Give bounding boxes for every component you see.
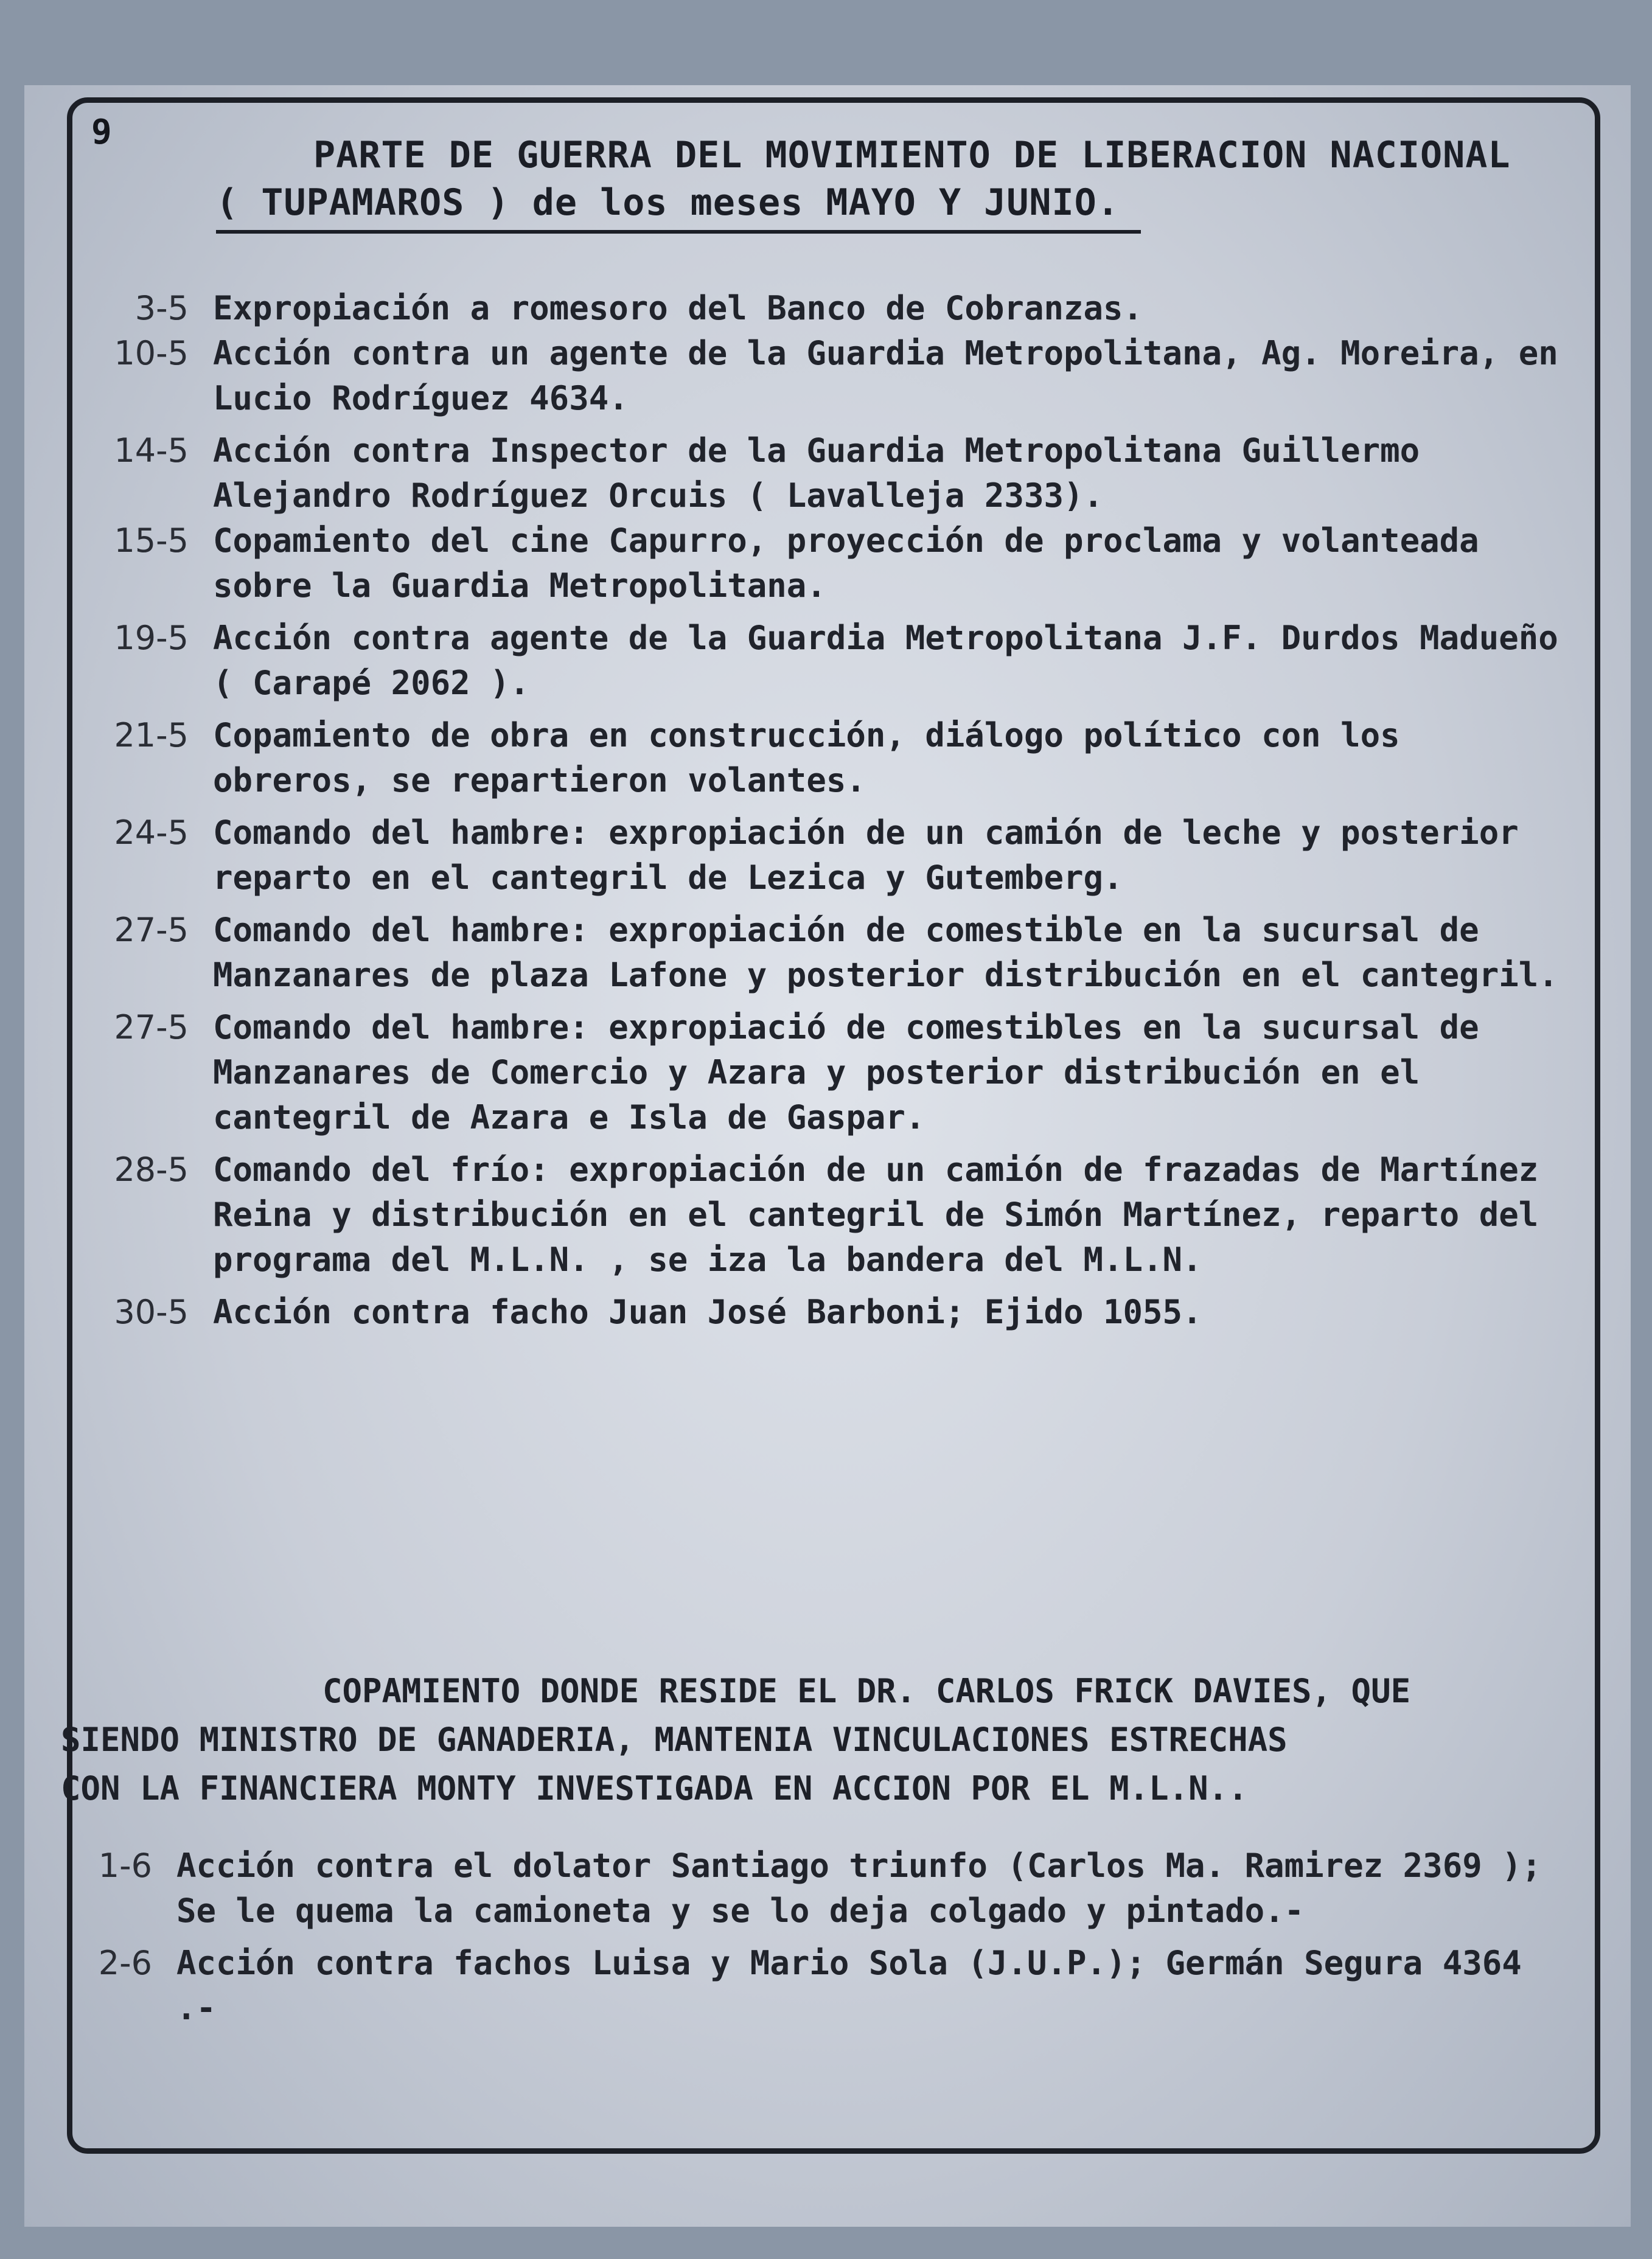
entry-date: 28-5 bbox=[114, 1150, 189, 1189]
entry-date: 10-5 bbox=[114, 334, 189, 372]
entry-date: 21-5 bbox=[114, 716, 189, 754]
title-line-2: ( TUPAMAROS ) de los meses MAYO Y JUNIO. bbox=[216, 181, 1141, 234]
entry-text: Copamiento de obra en construcción, diálogo político con los obreros, se repartieron volantes. bbox=[213, 716, 1400, 799]
page-number: 9 bbox=[91, 113, 112, 152]
entry-text: Comando del hambre: expropiación de comestible en la sucursal de Manzanares de plaza Lafone y posterior distribución en el cantegril. bbox=[213, 911, 1558, 994]
entry-date: 15-5 bbox=[114, 521, 189, 560]
list-item bbox=[73, 1005, 1570, 1140]
notice-line-3: CON LA FINANCIERA MONTY INVESTIGADA EN ACCION POR EL M.L.N.. bbox=[61, 1769, 1248, 1808]
list-item bbox=[73, 810, 1570, 900]
list-item bbox=[73, 713, 1570, 803]
may-entries-list bbox=[73, 286, 1570, 1335]
june-entries-list bbox=[37, 1843, 1558, 2031]
entry-text: Comando del frío: expropiación de un camión de frazadas de Martínez Reina y distribución en el cantegril de Simón Martínez, reparto del programa del M.L.N. , se iza la bandera del M.L.N. bbox=[213, 1150, 1539, 1279]
entry-text: Copamiento del cine Capurro, proyección de proclama y volanteada sobre la Guardia Metropolitana. bbox=[213, 521, 1479, 605]
page-title bbox=[216, 134, 1524, 234]
notice-line-1: COPAMIENTO DONDE RESIDE EL DR. CARLOS FRICK DAVIES, QUE bbox=[322, 1672, 1411, 1710]
list-item bbox=[37, 1843, 1558, 1934]
list-item bbox=[73, 1290, 1570, 1335]
entry-date: 1-6 bbox=[98, 1847, 152, 1885]
entry-date: 14-5 bbox=[114, 431, 189, 470]
list-item bbox=[73, 518, 1570, 608]
list-item bbox=[73, 428, 1570, 518]
entry-text: Expropiación a romesoro del Banco de Cobranzas. bbox=[213, 289, 1143, 327]
entry-date: 2-6 bbox=[98, 1944, 152, 1982]
entry-date: 27-5 bbox=[114, 1008, 189, 1046]
entry-date: 30-5 bbox=[114, 1293, 189, 1331]
entry-date: 27-5 bbox=[114, 911, 189, 949]
entry-date: 19-5 bbox=[114, 619, 189, 657]
entry-text: Acción contra fachos Luisa y Mario Sola (J.U.P.); Germán Segura 4364 .- bbox=[176, 1944, 1522, 2027]
title-line-1: PARTE DE GUERRA DEL MOVIMIENTO DE LIBERACION NACIONAL bbox=[313, 134, 1511, 176]
list-item bbox=[73, 616, 1570, 706]
notice-paragraph bbox=[61, 1667, 1570, 1813]
entry-text: Acción contra el dolator Santiago triunfo (Carlos Ma. Ramirez 2369 ); Se le quema la camioneta y se lo deja colgado y pintado.- bbox=[176, 1847, 1542, 1930]
entry-date: 24-5 bbox=[114, 813, 189, 852]
entry-text: Comando del hambre: expropiación de un camión de leche y posterior reparto en el cantegril de Lezica y Gutemberg. bbox=[213, 813, 1519, 897]
entry-text: Acción contra facho Juan José Barboni; Ejido 1055. bbox=[213, 1293, 1202, 1331]
list-item bbox=[73, 331, 1570, 421]
list-item bbox=[73, 286, 1570, 331]
entry-text: Acción contra un agente de la Guardia Metropolitana, Ag. Moreira, en Lucio Rodríguez 4634. bbox=[213, 334, 1558, 417]
entry-text: Acción contra Inspector de la Guardia Metropolitana Guillermo Alejandro Rodríguez Orcuis ( Lavalleja 2333). bbox=[213, 431, 1420, 515]
list-item bbox=[73, 1147, 1570, 1283]
entry-date: 3-5 bbox=[134, 289, 189, 327]
list-item bbox=[37, 1941, 1558, 2031]
notice-line-2: SIENDO MINISTRO DE GANADERIA, MANTENIA VINCULACIONES ESTRECHAS bbox=[61, 1721, 1288, 1759]
entry-text: Acción contra agente de la Guardia Metropolitana J.F. Durdos Madueño ( Carapé 2062 ). bbox=[213, 619, 1558, 702]
list-item bbox=[73, 908, 1570, 998]
entry-text: Comando del hambre: expropiació de comestibles en la sucursal de Manzanares de Comercio y Azara y posterior distribución en el cantegril de Azara e Isla de Gaspar. bbox=[213, 1008, 1479, 1136]
